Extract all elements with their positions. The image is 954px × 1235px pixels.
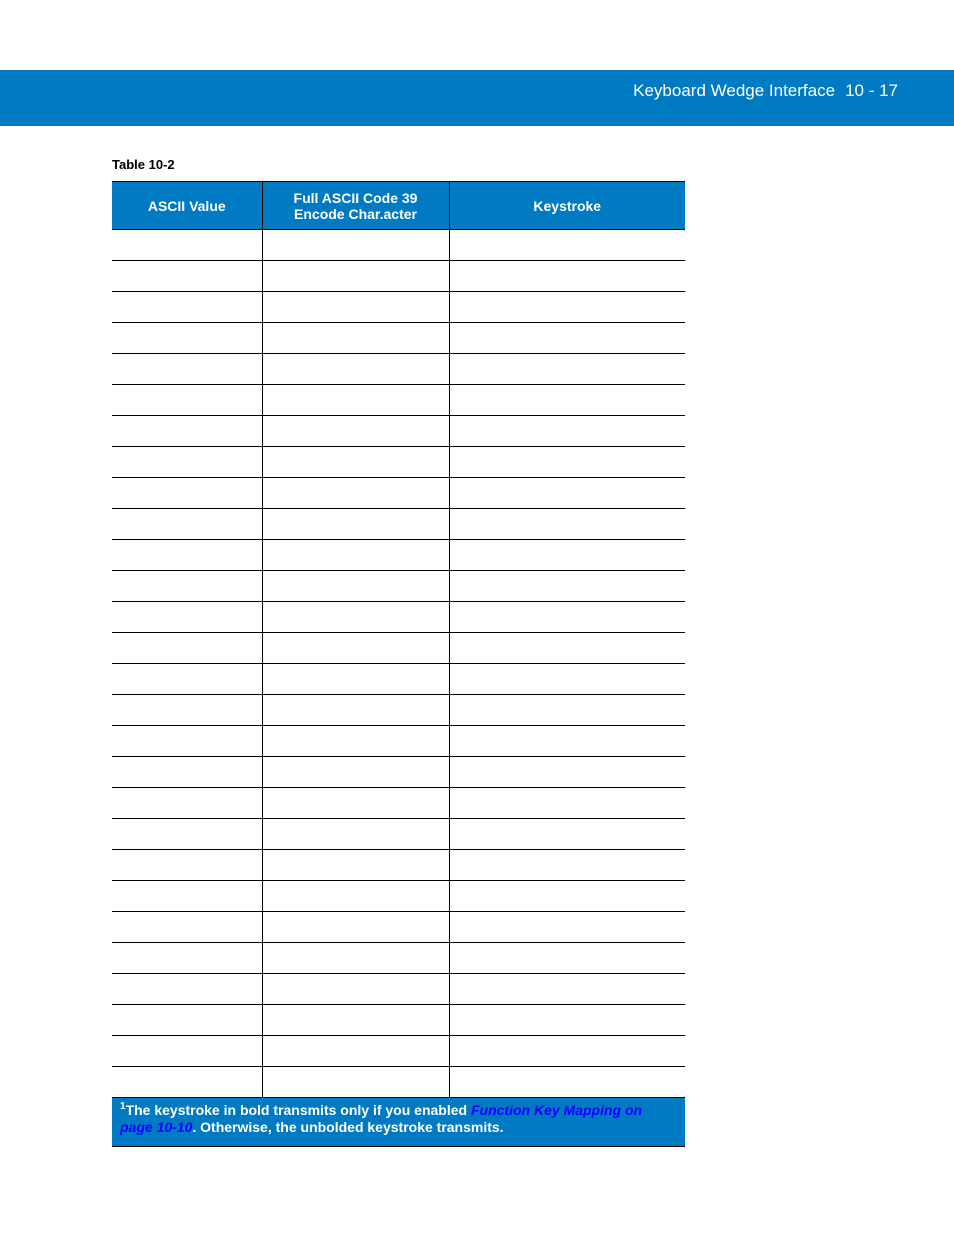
table-cell <box>112 1005 262 1036</box>
ascii-table <box>112 181 685 1098</box>
table-row <box>112 664 685 695</box>
table-cell <box>449 788 685 819</box>
table-cell <box>449 664 685 695</box>
table-cell <box>112 974 262 1005</box>
table-row <box>112 1067 685 1098</box>
table-cell <box>449 540 685 571</box>
header-page-number: 10 - 17 <box>845 81 898 100</box>
table-cell <box>449 261 685 292</box>
table-cell <box>112 695 262 726</box>
table-row <box>112 881 685 912</box>
table-cell <box>262 943 449 974</box>
table-cell <box>262 292 449 323</box>
table-row <box>112 540 685 571</box>
table-cell <box>262 881 449 912</box>
table-row <box>112 323 685 354</box>
footnote-link[interactable]: Function Key Mapping on page 10-10 <box>120 1102 643 1135</box>
table-cell <box>262 509 449 540</box>
table-cell <box>262 974 449 1005</box>
table-cell <box>449 850 685 881</box>
column-header-code39-char: Full ASCII Code 39 Encode Char.acter <box>262 182 449 230</box>
table-row <box>112 757 685 788</box>
table-cell <box>262 323 449 354</box>
table-cell <box>112 726 262 757</box>
table-row <box>112 354 685 385</box>
footnote-text-after: . Otherwise, the unbolded keystroke transmits. <box>192 1119 504 1135</box>
table-cell <box>449 385 685 416</box>
table-row <box>112 695 685 726</box>
table-cell <box>449 478 685 509</box>
table-cell <box>449 633 685 664</box>
table-cell <box>112 509 262 540</box>
table-cell <box>112 323 262 354</box>
footnote-marker: 1 <box>120 1101 126 1112</box>
table-cell <box>112 602 262 633</box>
table-cell <box>112 943 262 974</box>
table-footnote <box>112 1098 685 1147</box>
table-cell <box>262 416 449 447</box>
table-row <box>112 850 685 881</box>
table-row <box>112 385 685 416</box>
table-cell <box>112 664 262 695</box>
table-cell <box>112 292 262 323</box>
table-row <box>112 230 685 261</box>
table-cell <box>112 633 262 664</box>
table-cell <box>262 726 449 757</box>
table-body <box>112 230 685 1098</box>
table-row <box>112 1036 685 1067</box>
table-row <box>112 509 685 540</box>
table-cell <box>262 602 449 633</box>
table-cell <box>262 850 449 881</box>
table-cell <box>449 819 685 850</box>
table-cell <box>262 354 449 385</box>
table-cell <box>262 540 449 571</box>
header-title: Keyboard Wedge Interface <box>633 81 836 100</box>
table-cell <box>112 757 262 788</box>
table-cell <box>262 757 449 788</box>
table-cell <box>449 1036 685 1067</box>
table-cell <box>449 230 685 261</box>
table-cell <box>449 1005 685 1036</box>
table-cell <box>262 695 449 726</box>
table-cell <box>449 447 685 478</box>
table-cell <box>449 726 685 757</box>
table-cell <box>262 447 449 478</box>
table-cell <box>112 230 262 261</box>
table-cell <box>449 943 685 974</box>
footnote-text-before: The keystroke in bold transmits only if you enabled <box>125 1102 471 1118</box>
table-cell <box>112 912 262 943</box>
table-cell <box>449 912 685 943</box>
table-row <box>112 726 685 757</box>
table-row <box>112 633 685 664</box>
table-cell <box>449 571 685 602</box>
table-cell <box>262 261 449 292</box>
table-cell <box>262 1067 449 1098</box>
table-cell <box>449 695 685 726</box>
table-cell <box>262 633 449 664</box>
page-header <box>0 70 954 126</box>
table-container <box>112 181 685 1147</box>
table-cell <box>112 354 262 385</box>
table-row <box>112 416 685 447</box>
table-cell <box>449 354 685 385</box>
table-cell <box>112 261 262 292</box>
table-row <box>112 974 685 1005</box>
table-cell <box>262 571 449 602</box>
table-cell <box>262 1036 449 1067</box>
table-cell <box>112 385 262 416</box>
table-cell <box>262 230 449 261</box>
table-row <box>112 478 685 509</box>
table-row <box>112 602 685 633</box>
table-caption: Table 10-2 <box>112 157 175 172</box>
table-row <box>112 943 685 974</box>
table-cell <box>262 788 449 819</box>
table-cell <box>112 571 262 602</box>
table-cell <box>112 850 262 881</box>
table-cell <box>112 1036 262 1067</box>
table-cell <box>262 819 449 850</box>
table-row <box>112 571 685 602</box>
table-cell <box>112 819 262 850</box>
table-cell <box>449 881 685 912</box>
table-row <box>112 912 685 943</box>
table-cell <box>449 509 685 540</box>
table-cell <box>112 478 262 509</box>
table-cell <box>112 540 262 571</box>
table-row <box>112 447 685 478</box>
table-cell <box>449 974 685 1005</box>
table-cell <box>449 757 685 788</box>
column-header-ascii-value: ASCII Value <box>112 182 262 230</box>
table-cell <box>262 478 449 509</box>
table-cell <box>449 292 685 323</box>
table-header-row <box>112 182 685 230</box>
table-cell <box>449 323 685 354</box>
table-cell <box>449 602 685 633</box>
table-cell <box>449 1067 685 1098</box>
table-cell <box>112 416 262 447</box>
table-row <box>112 1005 685 1036</box>
column-header-keystroke: Keystroke <box>449 182 685 230</box>
table-cell <box>262 1005 449 1036</box>
table-cell <box>112 1067 262 1098</box>
table-cell <box>262 664 449 695</box>
table-cell <box>112 881 262 912</box>
table-cell <box>262 385 449 416</box>
table-row <box>112 819 685 850</box>
table-row <box>112 788 685 819</box>
header-text <box>633 81 898 101</box>
table-cell <box>262 912 449 943</box>
table-row <box>112 292 685 323</box>
table-cell <box>449 416 685 447</box>
table-row <box>112 261 685 292</box>
table-cell <box>112 788 262 819</box>
table-cell <box>112 447 262 478</box>
